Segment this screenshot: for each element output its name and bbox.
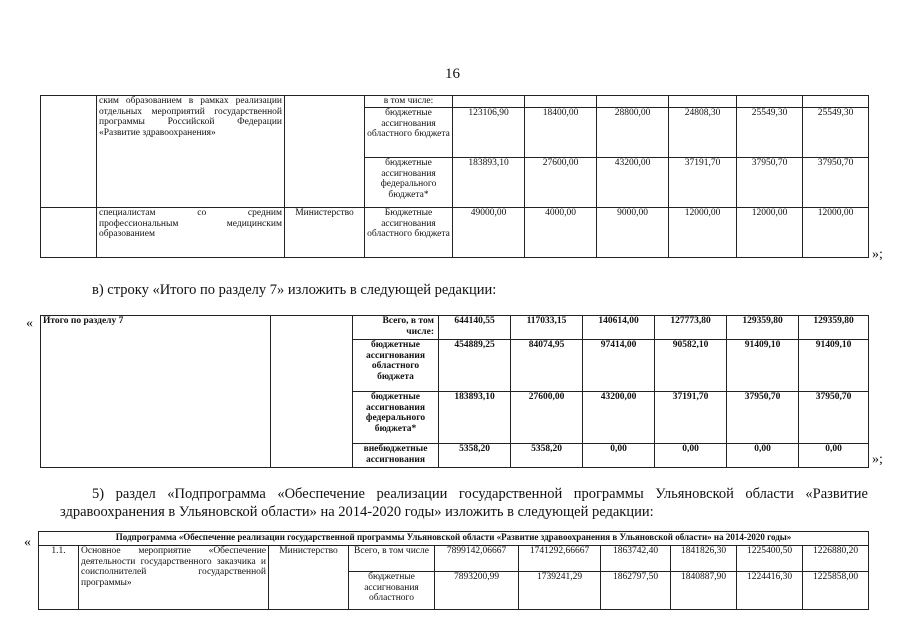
table-row: внебюджетные ассигнования 5358,20 5358,20 0,00 0,00 0,00 0,00 [41, 444, 869, 468]
total-title: Итого по разделу 7 [41, 316, 271, 468]
table-row [39, 532, 869, 546]
open-quote: « [24, 535, 31, 550]
open-quote: « [26, 316, 33, 331]
table-row: бюджетные ассигнования федерального бюджета* 183893,10 27600,00 43200,00 37191,70 37950,70 37950,70 [41, 392, 869, 444]
table-row: специалистам со средним профессиональным медицинским образованием Министерство Бюджетные ассигнования областного бюджета 49000,00 4000,00 9000,00 12000,00 12000,00 12000,00 [41, 208, 869, 258]
table-row: бюджетные ассигнования федерального бюджета* 183893,10 27600,00 43200,00 37191,70 37950,70 37950,70 [41, 158, 869, 208]
table-row: ским образованием в рамках реализации отдельных мероприятий государственной программы Российской Федерации «Развитие здравоохранения» в том числе: [41, 96, 869, 108]
paragraph-5: 5) раздел «Подпрограмма «Обеспечение реализации государственной программы Ульяновской области «Развитие здравоохранения в Ульяновской области» на 2014-2020 годы» изложить в следующей редакции: [60, 486, 868, 520]
close-quote: »; [872, 452, 883, 467]
table-row: бюджетные ассигнования областного 7893200,99 1739241,29 1862797,50 1840887,90 1224416,30 1225858,00 [39, 572, 869, 610]
paragraph-v: в) строку «Итого по разделу 7» изложить в следующей редакции: [92, 282, 497, 298]
table-section-7-total [40, 315, 869, 468]
table-row: бюджетные ассигнования областного бюджета 123106,90 18400,00 28800,00 24808,30 25549,30 25549,30 [41, 108, 869, 158]
close-quote: »; [872, 247, 883, 262]
table-subprogram [38, 531, 869, 610]
table-row: бюджетные ассигнования областного бюджета 454889,25 84074,95 97414,00 90582,10 91409,10 91409,10 [41, 340, 869, 392]
row-description: ским образованием в рамках реализации отдельных мероприятий государственной программы Российской Федерации «Развитие здравоохранения» [97, 96, 285, 208]
subprogram-header: Подпрограмма «Обеспечение реализации государственной программы Ульяновской области «Развитие здравоохранения в Ульяновской области» на 2014-2020 годы» [39, 532, 869, 546]
table-row: Итого по разделу 7 Всего, в том числе: 644140,55 117033,15 140614,00 127773,80 129359,80 129359,80 [41, 316, 869, 340]
table-row: 1.1. Основное мероприятие «Обеспечение деятельности государственного заказчика и соисполнителей государственной программы» Министерство Всего, в том числе 7899142,06667 1741292,66667 1863742,40 1841826,30 1225400,50 1226880,20 [39, 546, 869, 572]
table-section-7-continued [40, 95, 869, 258]
page-number: 16 [445, 66, 460, 82]
